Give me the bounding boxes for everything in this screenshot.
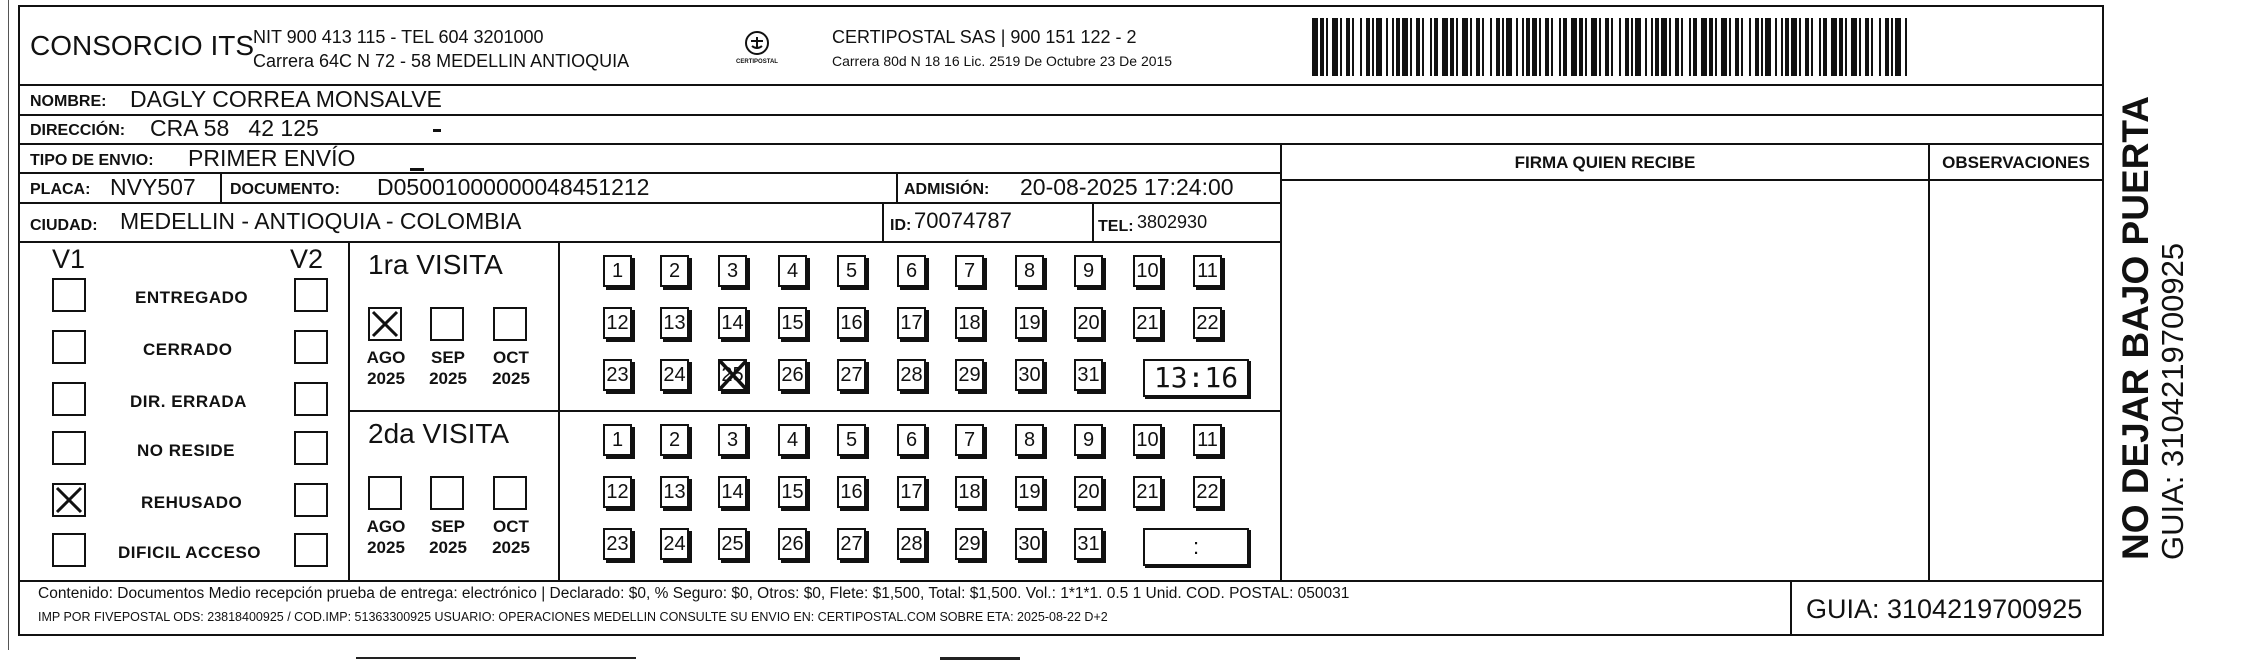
direccion-value: CRA 58 42 125 bbox=[150, 115, 319, 141]
day-box[interactable]: 19 bbox=[1015, 476, 1044, 508]
tipo-value: PRIMER ENVÍO bbox=[188, 145, 356, 171]
month-name: SEP bbox=[430, 348, 466, 367]
observaciones-area[interactable] bbox=[1930, 181, 2102, 580]
day-box[interactable]: 15 bbox=[778, 476, 807, 508]
side-guia: GUIA: 3104219700925 bbox=[2155, 242, 2190, 560]
row-line-4 bbox=[18, 202, 1280, 204]
visit-month-label bbox=[483, 347, 539, 389]
state-v2-checkbox[interactable] bbox=[294, 382, 328, 416]
footer-contenido: Contenido: Documentos Medio recepción prueba de entrega: electrónico | Declarado: $0, % Seguro: $0, Otros: $0, Flete: $1,500, Total: $1,500. Vol.: 1*1*1. 0.5 1 Unid. COD. POSTAL: 050031 bbox=[38, 585, 1350, 602]
day-box[interactable]: 12 bbox=[603, 307, 632, 339]
visit-month-label bbox=[358, 516, 414, 558]
month-name: AGO bbox=[366, 348, 406, 367]
tipo-label: TIPO DE ENVIO: bbox=[30, 152, 154, 169]
firma-signature-area[interactable] bbox=[1282, 181, 1928, 580]
day-box[interactable]: 10 bbox=[1133, 255, 1162, 287]
day-box[interactable]: 8 bbox=[1015, 424, 1044, 456]
day-box[interactable]: 3 bbox=[718, 255, 747, 287]
visit-month-checkbox[interactable] bbox=[493, 307, 527, 341]
month-year: 2025 bbox=[492, 538, 530, 557]
state-v2-checkbox[interactable] bbox=[294, 431, 328, 465]
tel-divider bbox=[1092, 202, 1094, 241]
day-box[interactable]: 7 bbox=[955, 255, 984, 287]
visit-month-checkbox[interactable] bbox=[368, 476, 402, 510]
firma-header: FIRMA QUIEN RECIBE bbox=[1514, 153, 1696, 172]
day-box[interactable]: 20 bbox=[1074, 476, 1103, 508]
visit-month-label bbox=[420, 347, 476, 389]
month-year: 2025 bbox=[429, 369, 467, 388]
day-box[interactable]: 18 bbox=[955, 307, 984, 339]
barcode-gap bbox=[1907, 18, 1911, 76]
month-year: 2025 bbox=[367, 538, 405, 557]
visit-month-label bbox=[483, 516, 539, 558]
company-line2: Carrera 64C N 72 - 58 MEDELLIN ANTIOQUIA bbox=[253, 51, 630, 71]
day-box[interactable]: 15 bbox=[778, 307, 807, 339]
month-year: 2025 bbox=[492, 369, 530, 388]
day-box[interactable]: 14 bbox=[718, 476, 747, 508]
footer-imp-line: IMP POR FIVEPOSTAL ODS: 23818400925 / COD.IMP: 51363300925 USUARIO: OPERACIONES MEDELLIN CONSULTE SU ENVIO EN: CERTIPOSTAL.COM SOBRE ETA: 2025-08-22 D+2 bbox=[38, 610, 1108, 624]
company-line1: NIT 900 413 115 - TEL 604 3201000 bbox=[253, 27, 544, 47]
day-box[interactable]: 23 bbox=[603, 528, 632, 560]
tel-label: TEL: bbox=[1098, 218, 1134, 235]
day-box[interactable]: 27 bbox=[837, 359, 866, 391]
day-box[interactable]: 3 bbox=[718, 424, 747, 456]
cut-line-right bbox=[940, 657, 1020, 660]
state-v2-checkbox[interactable] bbox=[294, 483, 328, 517]
admision-label: ADMISIÓN: bbox=[904, 181, 990, 198]
day-box[interactable]: 11 bbox=[1193, 424, 1222, 456]
v1-label: V1 bbox=[52, 244, 86, 274]
day-box[interactable]: 21 bbox=[1133, 307, 1162, 339]
state-v1-checkbox[interactable] bbox=[52, 431, 86, 465]
observaciones-header: OBSERVACIONES bbox=[1942, 153, 2090, 172]
month-name: OCT bbox=[493, 517, 529, 536]
row-line-5 bbox=[18, 241, 1280, 243]
frame-left-edge bbox=[8, 0, 9, 650]
day-box[interactable]: 12 bbox=[603, 476, 632, 508]
x-check-mark-icon bbox=[54, 485, 84, 515]
day-box[interactable]: 5 bbox=[837, 424, 866, 456]
certipostal-logo-icon bbox=[732, 25, 782, 73]
visit-month-checkbox[interactable] bbox=[430, 307, 464, 341]
id-label: ID: bbox=[890, 217, 912, 234]
state-label: CERRADO bbox=[143, 340, 233, 359]
month-name: OCT bbox=[493, 348, 529, 367]
nombre-label: NOMBRE: bbox=[30, 93, 107, 110]
day-box[interactable]: 26 bbox=[778, 359, 807, 391]
tipo-mark bbox=[410, 168, 424, 171]
day-box[interactable]: 20 bbox=[1074, 307, 1103, 339]
visit-time-box[interactable]: 13:16 bbox=[1143, 359, 1249, 397]
day-box[interactable]: 2 bbox=[660, 255, 689, 287]
admision-divider bbox=[896, 172, 898, 202]
day-box[interactable]: 22 bbox=[1193, 307, 1222, 339]
visit-time-box[interactable]: : bbox=[1143, 528, 1249, 566]
documento-value: D05001000000048451212 bbox=[377, 174, 650, 200]
day-box[interactable]: 13 bbox=[660, 476, 689, 508]
day-box[interactable]: 17 bbox=[897, 307, 926, 339]
state-v1-checkbox[interactable] bbox=[52, 483, 86, 517]
state-label: REHUSADO bbox=[141, 493, 243, 512]
visits-mid-line bbox=[348, 410, 1280, 412]
day-box[interactable]: 24 bbox=[660, 528, 689, 560]
placa-label: PLACA: bbox=[30, 181, 91, 198]
row-line-1 bbox=[18, 114, 2104, 116]
no-dejar-bajo-puerta: NO DEJAR BAJO PUERTA bbox=[2115, 96, 2156, 560]
state-v1-checkbox[interactable] bbox=[52, 533, 86, 567]
barcode bbox=[1312, 18, 1910, 76]
day-box[interactable]: 11 bbox=[1193, 255, 1222, 287]
visit-month-label bbox=[420, 516, 476, 558]
tel-value: 3802930 bbox=[1137, 212, 1208, 232]
day-box[interactable]: 4 bbox=[778, 424, 807, 456]
day-box[interactable]: 14 bbox=[718, 307, 747, 339]
documento-label: DOCUMENTO: bbox=[230, 181, 340, 198]
day-box[interactable]: 6 bbox=[897, 424, 926, 456]
logo-text: CERTIPOSTAL bbox=[736, 59, 778, 65]
day-box[interactable]: 31 bbox=[1074, 528, 1103, 560]
placa-divider bbox=[220, 172, 222, 202]
day-box[interactable]: 1 bbox=[603, 424, 632, 456]
side-text bbox=[2115, 96, 2196, 560]
footer-guia: GUIA: 3104219700925 bbox=[1806, 594, 2083, 624]
id-divider bbox=[882, 202, 884, 241]
day-box[interactable]: 31 bbox=[1074, 359, 1103, 391]
visit-month-checkbox[interactable] bbox=[368, 307, 402, 341]
nombre-value: DAGLY CORREA MONSALVE bbox=[130, 86, 442, 112]
day-box[interactable]: 28 bbox=[897, 359, 926, 391]
certipostal-line1: CERTIPOSTAL SAS | 900 151 122 - 2 bbox=[832, 27, 1137, 47]
visit-month-checkbox[interactable] bbox=[430, 476, 464, 510]
direccion-label: DIRECCIÓN: bbox=[30, 122, 126, 139]
day-box[interactable]: 5 bbox=[837, 255, 866, 287]
day-box[interactable]: 2 bbox=[660, 424, 689, 456]
day-box[interactable]: 9 bbox=[1074, 255, 1103, 287]
admision-value: 20-08-2025 17:24:00 bbox=[1020, 174, 1234, 200]
state-v2-checkbox[interactable] bbox=[294, 533, 328, 567]
certipostal-line2: Carrera 80d N 18 16 Lic. 2519 De Octubre 23 De 2015 bbox=[832, 53, 1173, 69]
day-box[interactable]: 25 bbox=[718, 359, 747, 391]
x-check-mark-icon bbox=[716, 357, 750, 393]
ciudad-value: MEDELLIN - ANTIOQUIA - COLOMBIA bbox=[120, 208, 522, 234]
day-box[interactable]: 6 bbox=[897, 255, 926, 287]
day-box[interactable]: 30 bbox=[1015, 528, 1044, 560]
day-box[interactable]: 17 bbox=[897, 476, 926, 508]
day-box[interactable]: 19 bbox=[1015, 307, 1044, 339]
certipostal-logo bbox=[732, 25, 782, 73]
v2-label: V2 bbox=[290, 244, 324, 274]
state-label: NO RESIDE bbox=[137, 441, 236, 460]
day-box[interactable]: 22 bbox=[1193, 476, 1222, 508]
state-v1-checkbox[interactable] bbox=[52, 382, 86, 416]
month-year: 2025 bbox=[429, 538, 467, 557]
state-label: ENTREGADO bbox=[135, 288, 249, 307]
visit-title: 1ra VISITA bbox=[368, 249, 503, 280]
day-box[interactable]: 24 bbox=[660, 359, 689, 391]
day-box[interactable]: 28 bbox=[897, 528, 926, 560]
state-v1-checkbox[interactable] bbox=[52, 278, 86, 312]
day-box[interactable]: 16 bbox=[837, 307, 866, 339]
day-box[interactable]: 9 bbox=[1074, 424, 1103, 456]
day-box[interactable]: 27 bbox=[837, 528, 866, 560]
state-v2-checkbox[interactable] bbox=[294, 278, 328, 312]
ciudad-label: CIUDAD: bbox=[30, 217, 98, 234]
month-year: 2025 bbox=[367, 369, 405, 388]
id-value: 70074787 bbox=[914, 208, 1012, 233]
month-name: SEP bbox=[430, 517, 466, 536]
state-label: DIR. ERRADA bbox=[130, 392, 247, 411]
placa-value: NVY507 bbox=[110, 174, 196, 200]
month-name: AGO bbox=[366, 517, 406, 536]
day-box[interactable]: 10 bbox=[1133, 424, 1162, 456]
state-label: DIFICIL ACCESO bbox=[118, 543, 262, 562]
direccion-mark bbox=[433, 129, 441, 132]
day-box[interactable]: 30 bbox=[1015, 359, 1044, 391]
day-box[interactable]: 16 bbox=[837, 476, 866, 508]
day-box[interactable]: 29 bbox=[955, 359, 984, 391]
state-v2-checkbox[interactable] bbox=[294, 330, 328, 364]
company-name: CONSORCIO ITS bbox=[30, 30, 255, 61]
cut-line-left bbox=[356, 657, 636, 659]
day-box[interactable]: 8 bbox=[1015, 255, 1044, 287]
day-check-mark bbox=[716, 357, 750, 393]
day-box[interactable]: 1 bbox=[603, 255, 632, 287]
day-box[interactable]: 13 bbox=[660, 307, 689, 339]
day-box[interactable]: 7 bbox=[955, 424, 984, 456]
x-check-mark-icon bbox=[370, 309, 400, 339]
day-box[interactable]: 29 bbox=[955, 528, 984, 560]
day-box[interactable]: 23 bbox=[603, 359, 632, 391]
visit-month-checkbox[interactable] bbox=[493, 476, 527, 510]
state-v1-checkbox[interactable] bbox=[52, 330, 86, 364]
visit-title: 2da VISITA bbox=[368, 418, 510, 449]
day-box[interactable]: 26 bbox=[778, 528, 807, 560]
day-box[interactable]: 25 bbox=[718, 528, 747, 560]
day-box[interactable]: 4 bbox=[778, 255, 807, 287]
day-box[interactable]: 18 bbox=[955, 476, 984, 508]
visit-month-label bbox=[358, 347, 414, 389]
day-box[interactable]: 21 bbox=[1133, 476, 1162, 508]
